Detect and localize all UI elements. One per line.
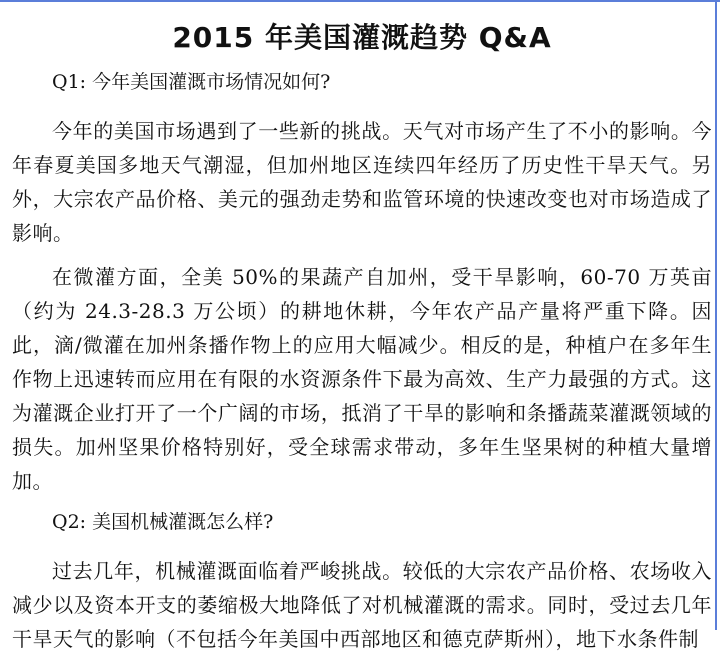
question-1: Q1: 今年美国灌溉市场情况如何?: [52, 71, 331, 93]
answer-1-paragraph-1: 今年的美国市场遇到了一些新的挑战。天气对市场产生了不小的影响。今年春夏美国多地天气潮湿，但加州地区连续四年经历了历史性干旱天气。另外，大宗农产品价格、美元的强劲走势和监管环境的快速改变也对市场造成了影响。: [12, 119, 712, 245]
answer-2-paragraph-1: 过去几年，机械灌溉面临着严峻挑战。较低的大宗农产品价格、农场收入减少以及资本开支的萎缩极大地降低了对机械灌溉的需求。同时，受过去几年干旱天气的影响（不包括今年美国中西部地区和德克萨斯州），地下水条件制: [12, 559, 712, 651]
question-2: Q2: 美国机械灌溉怎么样?: [52, 511, 274, 533]
page-frame-top: [0, 0, 720, 2]
page-frame-right: [715, 0, 717, 630]
document-title: 2015 年美国灌溉趋势 Q&A: [172, 21, 552, 54]
answer-1-paragraph-2: 在微灌方面，全美 50%的果蔬产自加州，受干旱影响，60-70 万英亩（约为 24.3-28.3 万公顷）的耕地休耕，今年农产品产量将严重下降。因此，滴/微灌在加州条播作物上的应用大幅减少。相反的是，种植户在多年生作物上迅速转而应用在有限的水资源条件下最为高效、生产力最强的方式。这为灌溉企业打开了一个广阔的市场，抵消了干旱的影响和条播蔬菜灌溉领域的损失。加州坚果价格特别好，受全球需求带动，多年生坚果树的种植大量增加。: [12, 265, 712, 493]
